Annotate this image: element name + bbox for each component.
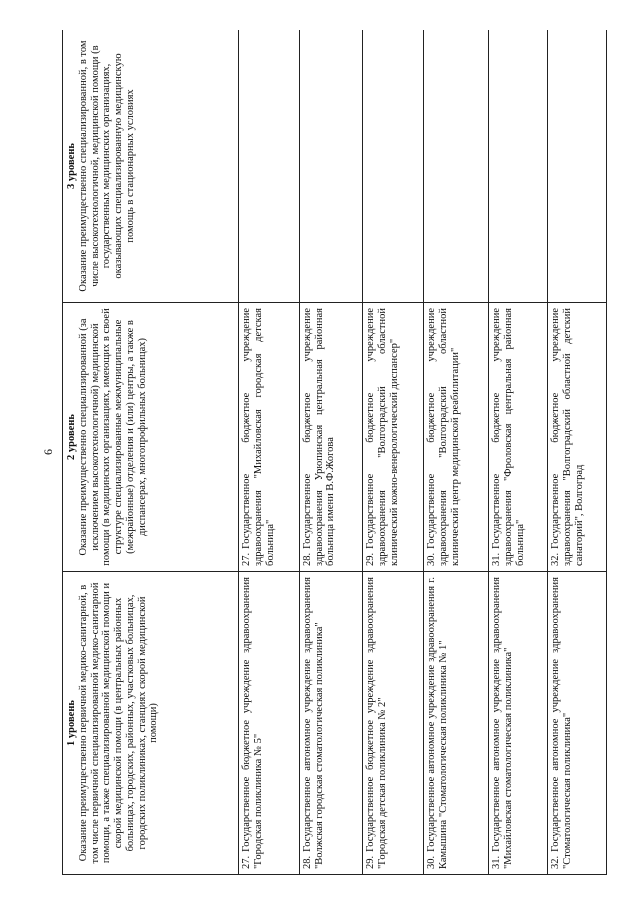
header-level-2-description: Оказание преимущественно специализированной (за исключением высокотехнологичной) медицинской помощи (в медицинских организациях, имеющих в своей структуре специализированные межмуниципальные (межрайонные) отделения и (или) центры, а также в диспансерах, многопрофильных больницах): [77, 308, 148, 566]
level-1-cell: [299, 572, 362, 875]
entry-number: 27.: [241, 855, 252, 869]
header-level-1: [63, 572, 239, 875]
header-level-3-description: Оказание преимущественно специализированной, в том числе высокотехнологичной, медицинской помощи (в государственных медицинских организациях, оказывающих специализированную медицинскую помощь в стационарных условиях: [77, 40, 136, 292]
entry-text: Государственное бюджетное учреждение здравоохранения "Волгоградский областной клинический центр медицинской реабилитации": [426, 308, 461, 566]
entry-number: 28.: [301, 552, 313, 566]
entry-number: 30.: [426, 855, 438, 869]
entry-text: Государственное бюджетное учреждение здравоохранения "Волгоградский областной детский санаторий", Волгоград: [550, 308, 585, 566]
table-row: [548, 30, 607, 875]
entry-text: Государственное бюджетное учреждение здравоохранения "Городская детская поликлиника № 2": [365, 577, 388, 869]
level-3-cell: [489, 30, 548, 303]
level-3-cell: [424, 30, 489, 303]
level-2-cell: [489, 303, 548, 572]
level-1-cell: [548, 572, 607, 875]
table-row: [424, 30, 489, 875]
entry-text: Государственное бюджетное учреждение здравоохранения "Фроловская центральная районная больница": [491, 308, 526, 566]
level-3-cell: [548, 30, 607, 303]
entry-number: 31.: [491, 552, 503, 566]
entry-number: 28.: [301, 855, 313, 869]
level-1-cell: [363, 572, 424, 875]
entry-text: Государственное автономное учреждение здравоохранения г. Камышина "Стоматологическая поликлиника № 1": [426, 577, 449, 869]
entry-text: Государственное автономное учреждение здравоохранения "Стоматологическая поликлиника": [550, 577, 573, 869]
header-level-2-title: 2 уровень: [66, 414, 77, 460]
entry-number: 29.: [365, 552, 377, 566]
entry-number: 30.: [426, 552, 438, 566]
table-row: [239, 30, 300, 875]
level-2-cell: [239, 303, 300, 572]
header-level-3-title: 3 уровень: [66, 143, 77, 189]
entry-number: 27.: [241, 552, 252, 566]
header-level-2: [63, 303, 239, 572]
level-1-cell: [424, 572, 489, 875]
level-3-cell: [239, 30, 300, 303]
level-2-cell: [363, 303, 424, 572]
level-1-cell: [239, 572, 300, 875]
level-3-cell: [299, 30, 362, 303]
header-level-1-description: Оказание преимущественно первичной медико-санитарной, в том числе первичной специализированной медико-санитарной помощи, а также специализированной медицинской помощи и скорой медицинской помощи (в центральных районных больницах, городских, районных, участковых больницах, городских поликлиниках, станциях скорой медицинской помощи): [77, 582, 160, 864]
level-1-cell: [489, 572, 548, 875]
entry-text: Государственное бюджетное учреждение здравоохранения "Михайловская городская детская больница": [241, 308, 276, 566]
level-2-cell: [299, 303, 362, 572]
entry-text: Государственное бюджетное учреждение здравоохранения "Городская поликлиника № 5": [241, 577, 264, 869]
level-2-cell: [424, 303, 489, 572]
entry-text: Государственное бюджетное учреждение здравоохранения Урюпинская центральная районная больница имени В.Ф.Жогова: [301, 308, 337, 566]
table-row: [489, 30, 548, 875]
medical-levels-table: [62, 30, 607, 875]
table-row: [363, 30, 424, 875]
table-row: [299, 30, 362, 875]
level-2-cell: [548, 303, 607, 572]
page-number: 6: [41, 449, 55, 455]
rotated-table-container: [62, 30, 607, 875]
entry-text: Государственное автономное учреждение здравоохранения "Волжская городская стоматологическая поликлиника": [301, 577, 325, 869]
header-level-1-title: 1 уровень: [66, 700, 77, 746]
table-area: [62, 30, 607, 875]
entry-text: Государственное автономное учреждение здравоохранения "Михайловская стоматологическая поликлиника": [491, 577, 515, 869]
entry-number: 29.: [365, 855, 377, 869]
entry-number: 32.: [550, 552, 562, 566]
level-3-cell: [363, 30, 424, 303]
entry-number: 31.: [491, 855, 503, 869]
entry-number: 32.: [550, 855, 562, 869]
table-header-row: [63, 30, 239, 875]
entry-text: Государственное бюджетное учреждение здравоохранения "Волгоградский областной клинический кожно-венерологический диспансер": [365, 308, 400, 566]
header-level-3: [63, 30, 239, 303]
